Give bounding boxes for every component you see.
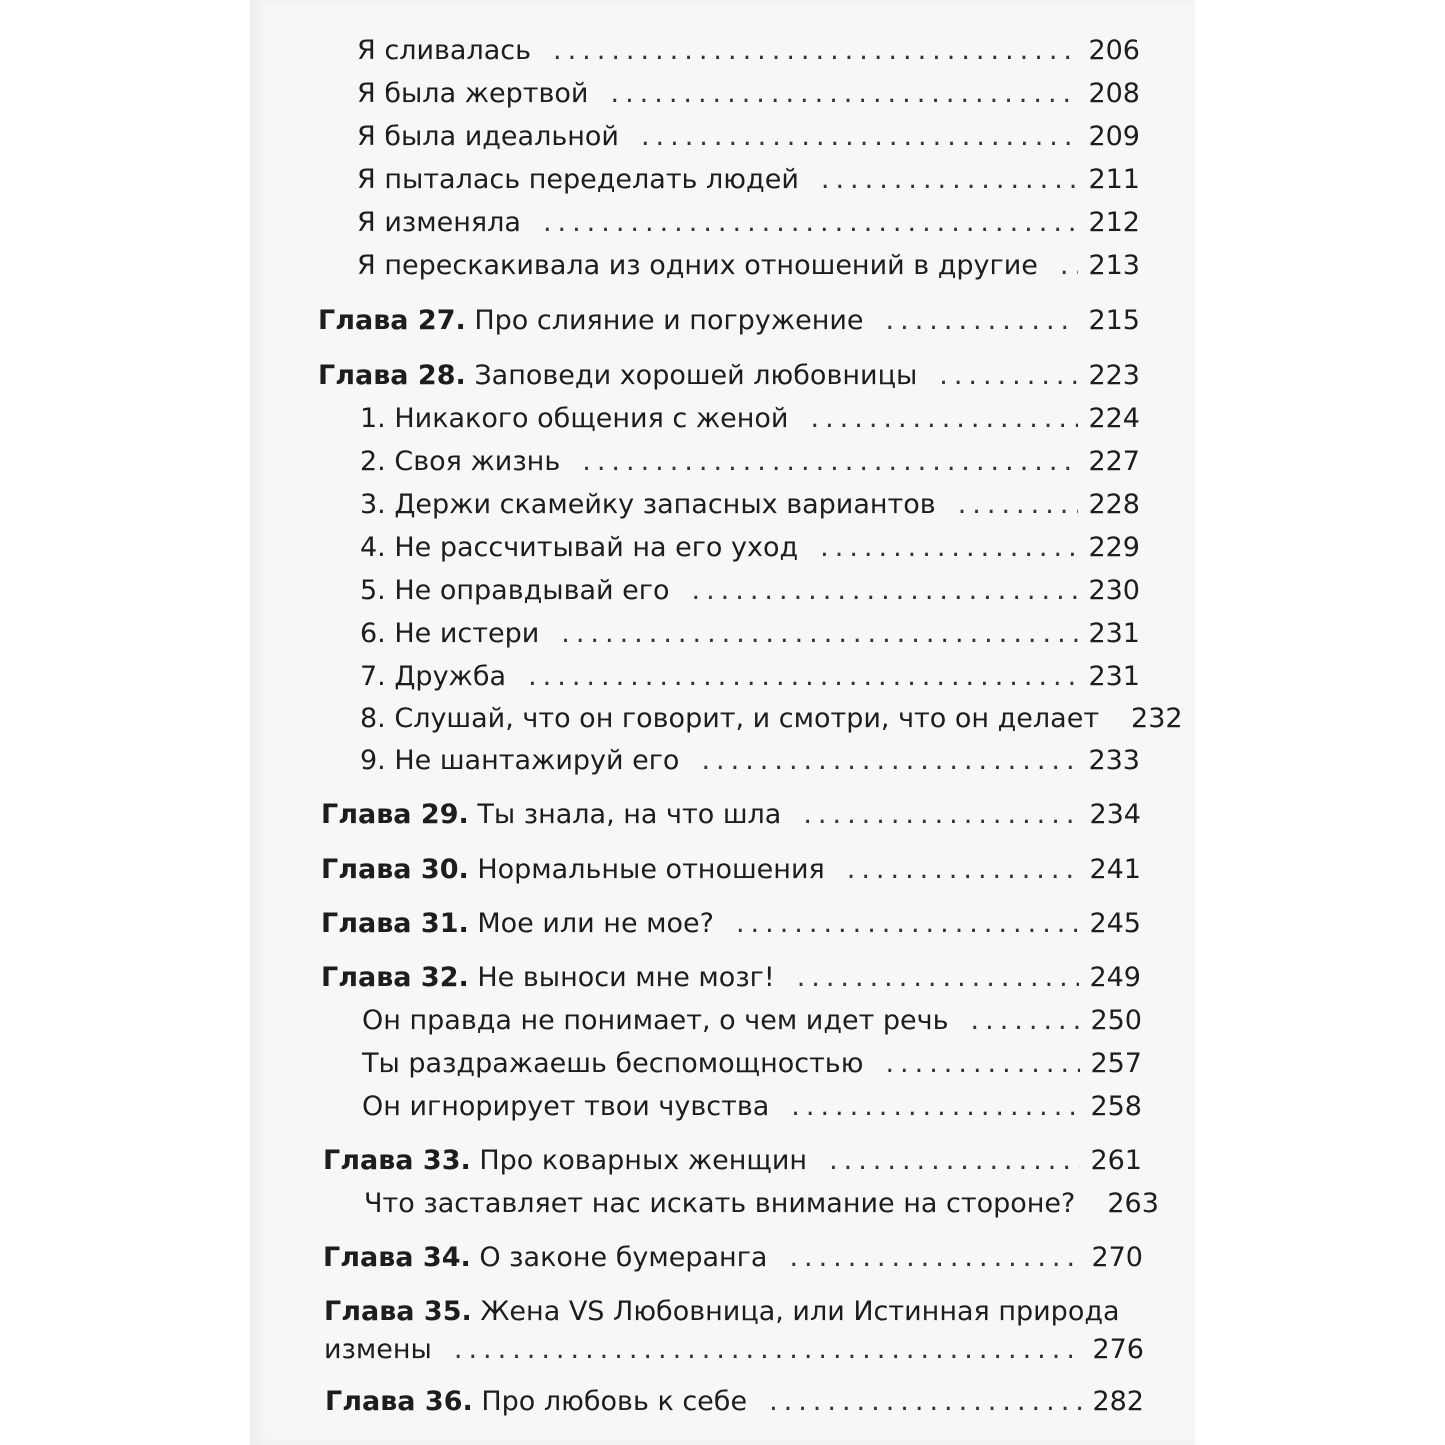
toc-chapter-title: Про слияние и погружение — [474, 305, 864, 336]
toc-entry — [360, 660, 1140, 694]
toc-entry — [360, 531, 1140, 565]
toc-entry-title: 3. Держи скамейку запасных вариантов — [360, 489, 936, 520]
toc-leader-dots — [553, 34, 1078, 68]
toc-chapter — [321, 961, 1141, 995]
toc-entry — [362, 1047, 1142, 1081]
toc-chapter-label: Глава 30. — [321, 854, 469, 885]
toc-entry — [362, 1004, 1142, 1038]
toc-chapter-page: 245 — [1089, 908, 1141, 939]
toc-chapter-heading — [321, 853, 825, 887]
toc-chapter-title: Нормальные отношения — [477, 854, 825, 885]
toc-leader-dots — [582, 445, 1078, 479]
toc-chapter — [318, 359, 1140, 393]
toc-chapter-page: 223 — [1088, 360, 1140, 391]
toc-leader-dots — [797, 961, 1080, 995]
toc-chapter-title-continued: измены — [324, 1334, 432, 1365]
toc-entry-title: Я перескакивала из одних отношений в другие — [357, 250, 1038, 281]
toc-entry — [357, 34, 1140, 68]
toc-entry-title: 5. Не оправдывай его — [360, 575, 670, 606]
toc-chapter-heading — [325, 1385, 747, 1419]
toc-entry-page: 227 — [1088, 446, 1140, 477]
toc-entry — [360, 574, 1140, 608]
toc-chapter-page: 249 — [1089, 962, 1141, 993]
toc-leader-dots — [736, 907, 1079, 941]
toc-chapter — [321, 798, 1141, 832]
toc-chapter-label: Глава 35. — [324, 1296, 472, 1327]
toc-entry-page: 209 — [1088, 121, 1140, 152]
toc-chapter-label: Глава 36. — [325, 1386, 473, 1417]
toc-chapter-label: Глава 28. — [318, 360, 466, 391]
toc-chapter — [318, 304, 1140, 338]
toc-leader-dots — [543, 206, 1079, 240]
toc-leader-dots — [971, 1004, 1081, 1038]
toc-entry-page: 228 — [1088, 489, 1140, 520]
toc-chapter — [323, 1241, 1143, 1275]
toc-leader-dots — [958, 488, 1079, 522]
toc-entry-page: 258 — [1090, 1091, 1142, 1122]
toc-chapter — [324, 1333, 1144, 1367]
toc-entry-title: Я была идеальной — [357, 121, 619, 152]
toc-entry-page: 257 — [1090, 1048, 1142, 1079]
toc-leader-dots — [528, 660, 1078, 694]
toc-entry-page: 211 — [1088, 164, 1140, 195]
toc-entry-title: Я была жертвой — [357, 78, 589, 109]
toc-entry — [360, 744, 1140, 778]
toc-chapter-label: Глава 31. — [321, 908, 469, 939]
toc-chapter-page: 234 — [1089, 799, 1141, 830]
toc-entry-title: Я пыталась переделать людей — [357, 164, 799, 195]
toc-chapter-title: Не выноси мне мозг! — [477, 962, 775, 993]
toc-entry-title: Он правда не понимает, о чем идет речь — [362, 1005, 949, 1036]
toc-entry-page: 233 — [1088, 745, 1140, 776]
toc-entry — [360, 702, 1183, 736]
toc-entry-page: 231 — [1088, 661, 1140, 692]
toc-chapter — [325, 1385, 1144, 1419]
toc-entry-page: 231 — [1088, 618, 1140, 649]
toc-entry — [360, 402, 1140, 436]
toc-entry — [357, 120, 1140, 154]
toc-chapter-title: Мое или не мое? — [477, 908, 714, 939]
toc-entry-title: Я изменяла — [357, 207, 521, 238]
toc-chapter-title: Про коварных женщин — [479, 1145, 808, 1176]
toc-leader-dots — [829, 1144, 1080, 1178]
toc-entry — [357, 163, 1140, 197]
toc-leader-dots — [803, 798, 1079, 832]
toc-entry — [357, 249, 1140, 283]
toc-entry-page: 224 — [1088, 403, 1140, 434]
toc-leader-dots — [939, 359, 1078, 393]
toc-entry-page: 263 — [1107, 1188, 1159, 1219]
toc-entry-title: 9. Не шантажируй его — [360, 745, 680, 776]
toc-entry-title: Он игнорирует твои чувства — [362, 1091, 770, 1122]
toc-leader-dots — [1060, 249, 1079, 283]
toc-chapter-heading — [321, 907, 714, 941]
toc-chapter-title: Заповеди хорошей любовницы — [474, 360, 918, 391]
toc-entry-page: 229 — [1088, 532, 1140, 563]
toc-entry — [362, 1090, 1142, 1124]
toc-chapter-page: 241 — [1089, 854, 1141, 885]
toc-chapter-heading — [321, 798, 781, 832]
toc-leader-dots — [561, 617, 1078, 651]
toc-leader-dots — [885, 1047, 1080, 1081]
toc-chapter-heading — [318, 359, 917, 393]
toc-entry-page: 208 — [1088, 78, 1140, 109]
toc-chapter-page: 215 — [1088, 305, 1140, 336]
toc-entry-page: 212 — [1088, 207, 1140, 238]
toc-leader-dots — [454, 1333, 1083, 1367]
toc-entry — [357, 206, 1140, 240]
toc-chapter-heading — [321, 961, 775, 995]
toc-leader-dots — [886, 304, 1079, 338]
toc-entry-page: 206 — [1088, 35, 1140, 66]
toc-entry — [360, 617, 1140, 651]
toc-chapter-page: 270 — [1091, 1242, 1143, 1273]
toc-entry-title: 7. Дружба — [360, 661, 507, 692]
toc-entry-page: 213 — [1088, 250, 1140, 281]
toc-chapter-heading — [323, 1241, 767, 1275]
toc-leader-dots — [847, 853, 1080, 887]
toc-leader-dots — [821, 163, 1079, 197]
toc-chapter-label: Глава 34. — [323, 1242, 471, 1273]
toc-entry-title: 4. Не рассчитывай на его уход — [360, 532, 799, 563]
toc-entry-page: 230 — [1088, 575, 1140, 606]
toc-leader-dots — [692, 574, 1079, 608]
toc-leader-dots — [791, 1090, 1080, 1124]
toc-entry — [364, 1187, 1159, 1221]
toc-entry-title: 1. Никакого общения с женой — [360, 403, 789, 434]
toc-chapter-heading — [323, 1144, 807, 1178]
toc-entry-title: Что заставляет нас искать внимание на стороне? — [364, 1188, 1076, 1219]
toc-leader-dots — [820, 531, 1078, 565]
toc-entry-title: Ты раздражаешь беспомощностью — [362, 1048, 864, 1079]
toc-entry-page: 250 — [1090, 1005, 1142, 1036]
toc-entry — [360, 445, 1140, 479]
toc-leader-dots — [789, 1241, 1081, 1275]
toc-chapter-label: Глава 29. — [321, 799, 469, 830]
toc-chapter — [323, 1144, 1142, 1178]
toc-chapter-page: 282 — [1092, 1386, 1144, 1417]
toc-chapter-heading — [324, 1295, 1120, 1329]
toc-leader-dots — [810, 402, 1078, 436]
toc-chapter-title: Про любовь к себе — [481, 1386, 748, 1417]
toc-chapter-title: Жена VS Любовница, или Истинная природа — [480, 1296, 1120, 1327]
toc-leader-dots — [769, 1385, 1082, 1419]
toc-chapter-title: Ты знала, на что шла — [477, 799, 782, 830]
toc-entry-title: 6. Не истери — [360, 618, 540, 649]
toc-chapter-label: Глава 33. — [323, 1145, 471, 1176]
toc-chapter-page: 276 — [1092, 1334, 1144, 1365]
toc-entry-title: Я сливалась — [357, 35, 532, 66]
toc-leader-dots — [610, 77, 1078, 111]
toc-chapter-label: Глава 32. — [321, 962, 469, 993]
toc-chapter — [321, 853, 1141, 887]
toc-leader-dots — [641, 120, 1078, 154]
toc-entry-page: 232 — [1131, 703, 1183, 734]
toc-chapter-label: Глава 27. — [318, 305, 466, 336]
toc-entry — [357, 77, 1140, 111]
toc-leader-dots — [701, 744, 1078, 778]
toc-chapter-page: 261 — [1090, 1145, 1142, 1176]
toc-chapter — [321, 907, 1141, 941]
toc-entry-title: 2. Своя жизнь — [360, 446, 561, 477]
toc-entry-title: 8. Слушай, что он говорит, и смотри, что он делает — [360, 703, 1100, 734]
toc-entry — [360, 488, 1140, 522]
toc-chapter-heading — [318, 304, 864, 338]
toc-chapter-title: О законе бумеранга — [479, 1242, 768, 1273]
